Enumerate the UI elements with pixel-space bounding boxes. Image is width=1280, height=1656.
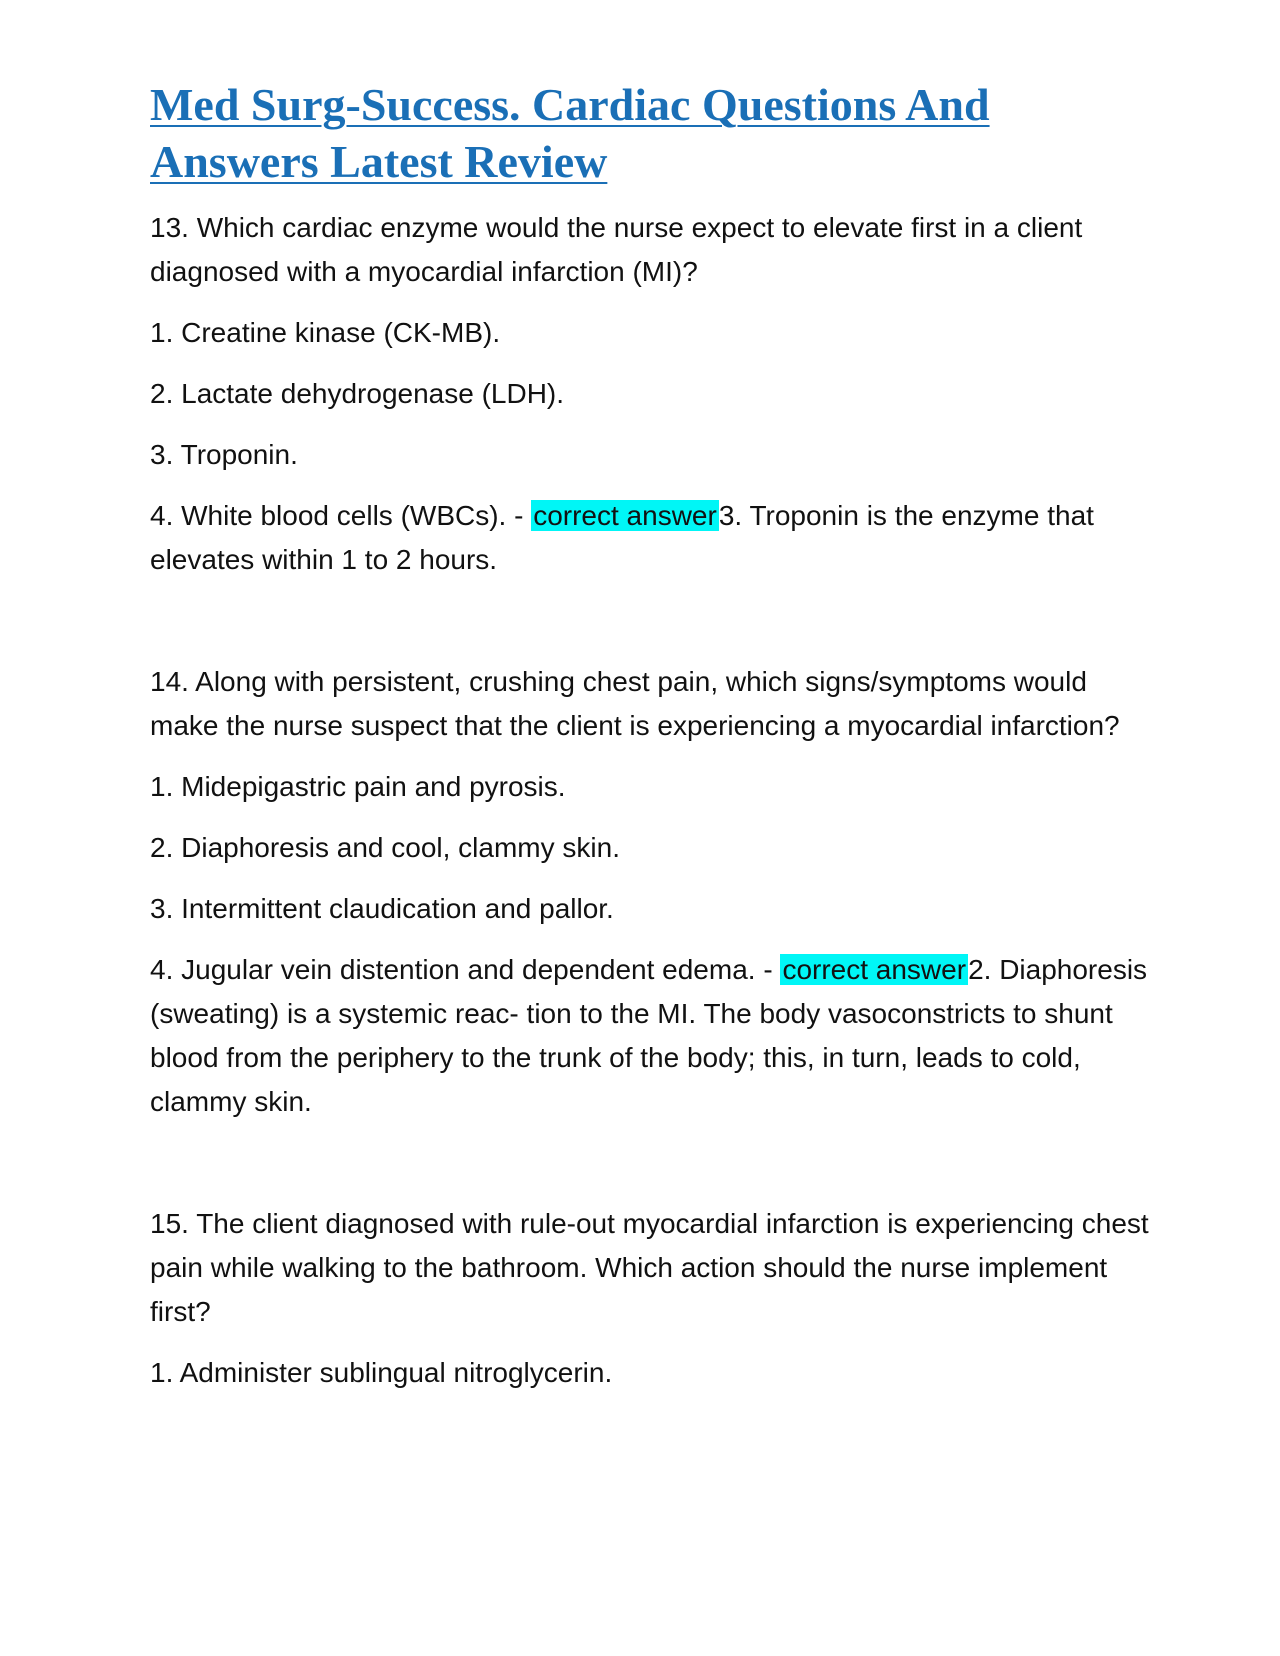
question-15-block (150, 1202, 1150, 1395)
question-14-text: 14. Along with persistent, crushing chest pain, which signs/symptoms would make the nurse suspect that the client is experiencing a myocardial infarction? (150, 666, 1120, 741)
spacer (150, 599, 1150, 660)
question-13-block (150, 206, 1150, 582)
question-13-option-4-answer (150, 494, 1150, 582)
question-14-option-1: 1. Midepigastric pain and pyrosis. (150, 771, 566, 802)
correct-answer-highlight: correct answer (533, 500, 717, 531)
document-title[interactable] (150, 76, 1150, 190)
question-13-text: 13. Which cardiac enzyme would the nurse expect to elevate first in a client diagnosed with a myocardial infarction (MI)? (150, 212, 1083, 287)
question-13-explanation: 3. Troponin is the enzyme that elevates within 1 to 2 hours. (150, 500, 1094, 575)
question-13-option-1: 1. Creatine kinase (CK-MB). (150, 317, 501, 348)
spacer (150, 1141, 1150, 1202)
question-14-option-4: 4. Jugular vein distention and dependent edema. - (150, 954, 781, 985)
correct-answer-highlight: correct answer (782, 954, 967, 985)
question-14-option-3: 3. Intermittent claudication and pallor. (150, 893, 614, 924)
title-line-1: Med Surg-Success. Cardiac Questions And (150, 79, 990, 130)
question-13-option-4: 4. White blood cells (WBCs). - (150, 500, 532, 531)
question-15-text: 15. The client diagnosed with rule-out myocardial infarction is experiencing chest pain while walking to the bathroom. Which action should the nurse implement first? (150, 1208, 1149, 1327)
question-15-option-1: 1. Administer sublingual nitroglycerin. (150, 1357, 613, 1388)
document-content (150, 76, 1150, 1412)
question-14-option-4-answer (150, 948, 1150, 1124)
question-14-block (150, 660, 1150, 1124)
question-13-option-2: 2. Lactate dehydrogenase (LDH). (150, 378, 565, 409)
title-line-2: Answers Latest Review (150, 136, 608, 187)
question-14-option-2: 2. Diaphoresis and cool, clammy skin. (150, 832, 620, 863)
question-14-explanation: 2. Diaphoresis (sweating) is a systemic reac- tion to the MI. The body vasoconstricts to shunt blood from the periphery to the trunk of the body; this, in turn, leads to cold, clammy skin. (150, 954, 1148, 1117)
question-13-option-3: 3. Troponin. (150, 439, 298, 470)
